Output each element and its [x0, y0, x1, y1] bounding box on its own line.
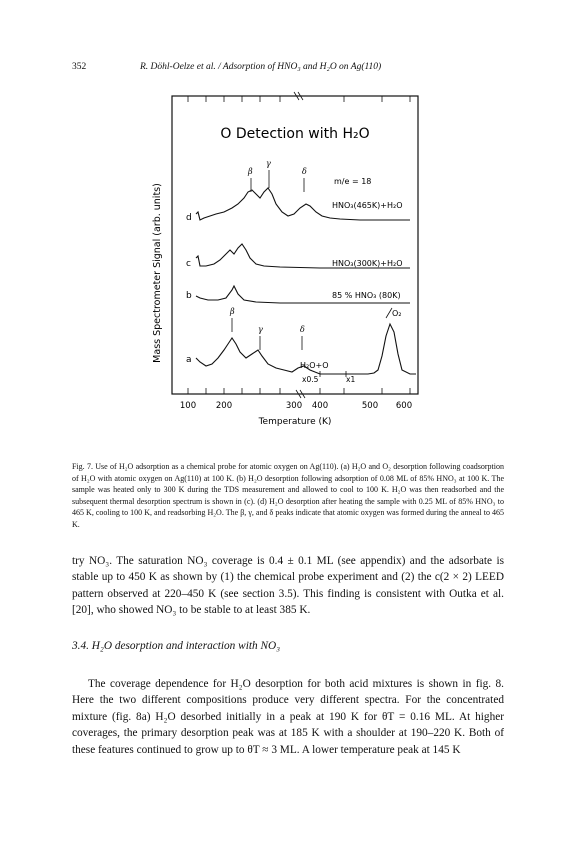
trace-letter-c: c [186, 259, 191, 269]
y-axis-label: Mass Spectrometer Signal (arb. units) [152, 183, 163, 363]
x-tick-600: 600 [395, 401, 413, 411]
o2-peak-label: O₂ [392, 309, 402, 318]
page-header [0, 62, 576, 78]
peak-label-gamma-a: γ [258, 325, 263, 334]
trace-label-d: HNO₃(465K)+H₂O [332, 201, 403, 210]
body-paragraph-1: try NO₃. The saturation NO₃ coverage is 0.4 ± 0.1 ML (see appendix) and the adsorbate is stable up to 450 K as shown by (1) the chemical probe experiment and (2) the c(2 × 2) LEED pattern observed at 220–450 K (see section 3.5). This finding is consistent with Outka et al. [20], who showed NO₃ to be stable to at least 385 K. [72, 555, 504, 617]
section-heading: 3.4. H₂O desorption and interaction with NO₃ [72, 640, 281, 652]
trace-label-b: 85 % HNO₃ (80K) [332, 291, 401, 300]
trace-letter-d: d [186, 213, 192, 223]
x-axis-label: Temperature (K) [258, 417, 332, 427]
peak-label-delta-a: δ [300, 325, 305, 334]
page-number: 352 [72, 62, 87, 72]
peak-markers-d [251, 170, 304, 192]
body-paragraph-2: The coverage dependence for H₂O desorption for both acid mixtures is shown in fig. 8. Here the two different compositions produce very different spectra. For the concentrated mixture (fig. 8a) H₂O desorbed initially in a peak at 190 K for θT = 0.16 ML. At higher coverages, the primary desorption peak was at 185 K with a shoulder at 190–220 K. Both of these features continued to grow up to θT ≈ 3 ML. A lower temperature peak at 145 K [72, 678, 504, 756]
peak-label-beta-a: β [230, 307, 235, 316]
bottom-ticks [188, 388, 410, 398]
x-tick-300: 300 [285, 401, 303, 411]
x-tick-500: 500 [361, 401, 379, 411]
x-tick-100: 100 [179, 401, 197, 411]
peak-label-beta-d: β [248, 167, 253, 176]
trace-label-c: HNO₃(300K)+H₂O [332, 259, 403, 268]
tds-plot [120, 88, 440, 450]
peak-markers-a [232, 318, 302, 350]
x-tick-400: 400 [311, 401, 329, 411]
figure-title: O Detection with H₂O [220, 126, 370, 142]
figure-7 [120, 88, 440, 450]
trace-label-a: H₂O+O [300, 361, 329, 370]
peak-label-gamma-d: γ [266, 159, 271, 168]
peak-label-delta-d: δ [302, 167, 307, 176]
top-ticks [188, 92, 410, 102]
trace-letter-b: b [186, 291, 192, 301]
x-tick-200: 200 [215, 401, 233, 411]
figure-caption: Fig. 7. Use of H₂O adsorption as a chemical probe for atomic oxygen on Ag(110). (a) H₂O and O₂ desorption following coadsorption of H₂O with atomic oxygen on Ag(110) at 100 K. (b) H₂O desorption following adsorption of 0.08 ML of 85% HNO₃ at 100 K. The sample was heated only to 300 K during the TDS measurement and allowed to cool to 100 K. H₂O was then readsorbed and the subsequent thermal desorption spectrum is shown in (c). (d) H₂O desorption after heating the sample with 0.25 ML of 85% HNO₃ to 465 K, cooling to 100 K, and readsorbing H₂O. The β, γ, and δ peaks indicate that atomic oxygen was formed during the anneal to 465 K. [72, 462, 504, 529]
running-head: R. Döhl-Oelze et al. / Adsorption of HNO₃ and H₂O on Ag(110) [140, 62, 382, 72]
mass-label: m/e = 18 [334, 177, 372, 186]
trace-letter-a: a [186, 355, 192, 365]
scale-label-x05: x0.5 [302, 375, 319, 384]
scale-label-x1: x1 [346, 375, 356, 384]
